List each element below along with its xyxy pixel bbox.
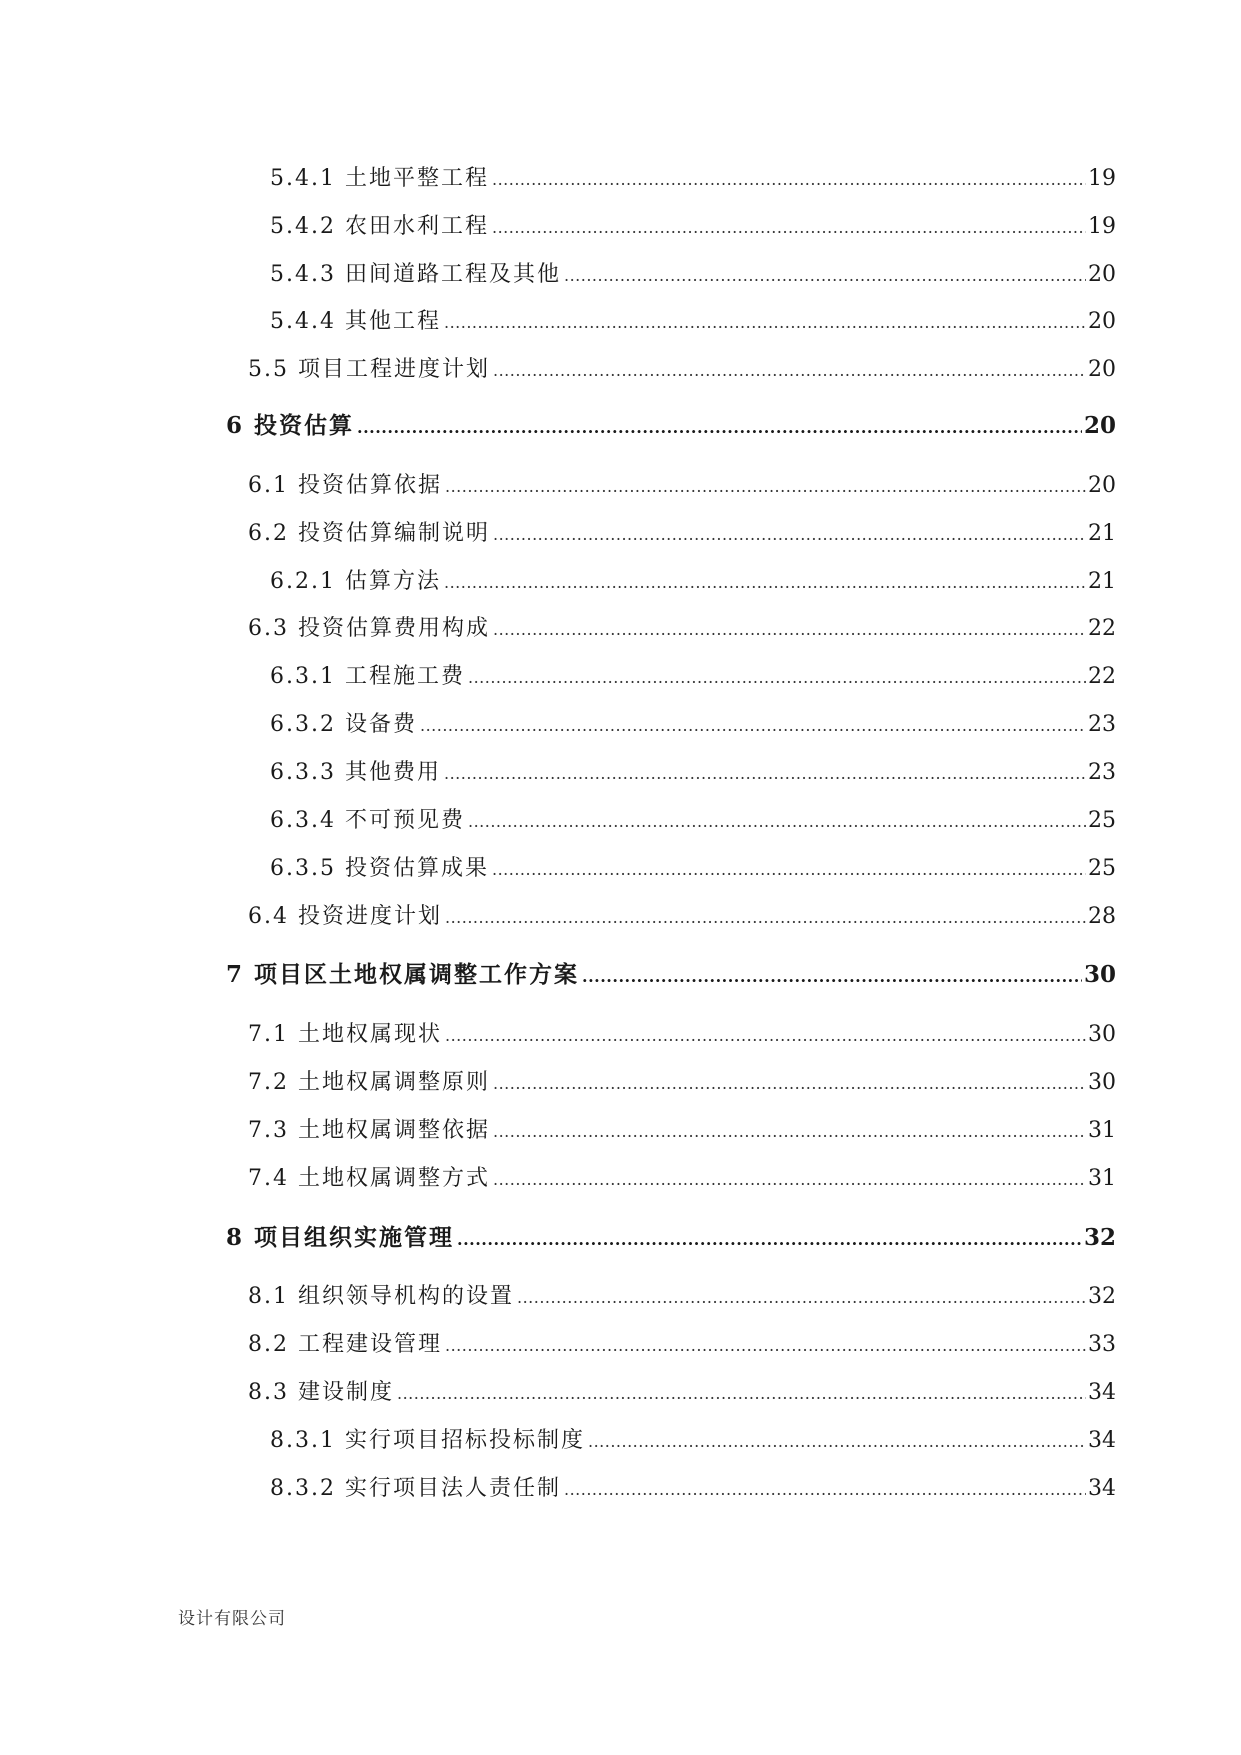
- toc-entry-title: 6.2.1 估算方法: [270, 569, 441, 594]
- toc-page-number: 19: [1088, 214, 1116, 239]
- toc-page-number: 20: [1088, 262, 1116, 287]
- toc-page-number: 23: [1088, 760, 1116, 785]
- toc-page-number: 32: [1083, 1224, 1116, 1251]
- toc-page-number: 20: [1088, 309, 1116, 334]
- toc-entry-title: 6.3.2 设备费: [270, 712, 417, 737]
- toc-dot-leader: [493, 613, 1086, 647]
- toc-entry-title: 6.3 投资估算费用构成: [248, 616, 490, 641]
- toc-page-number: 20: [1088, 357, 1116, 382]
- toc-entry-title: 6.3.4 不可预见费: [270, 808, 465, 833]
- toc-entry-title: 5.4.1 土地平整工程: [270, 166, 489, 191]
- toc-entry-title: 6.4 投资进度计划: [248, 904, 442, 929]
- toc-entry[interactable]: [248, 1066, 1116, 1100]
- toc-entry-title: 6.3.3 其他费用: [270, 760, 441, 785]
- toc-entry[interactable]: [270, 1424, 1116, 1458]
- toc-page-number: 23: [1088, 712, 1116, 737]
- toc-entry-title: 8.3 建设制度: [248, 1380, 394, 1405]
- toc-entry[interactable]: [248, 1018, 1116, 1052]
- toc-dot-leader: [357, 411, 1082, 445]
- toc-entry[interactable]: [270, 258, 1116, 292]
- toc-page-number: 32: [1088, 1284, 1116, 1309]
- toc-entry-title: 8 项目组织实施管理: [226, 1224, 455, 1251]
- toc-page-number: 28: [1088, 904, 1116, 929]
- toc-dot-leader: [444, 757, 1086, 791]
- toc-page-number: 20: [1088, 473, 1116, 498]
- toc-dot-leader: [517, 1281, 1086, 1315]
- toc-entry[interactable]: [248, 1280, 1116, 1314]
- toc-entry[interactable]: [270, 305, 1116, 339]
- toc-entry[interactable]: [248, 612, 1116, 646]
- toc-entry-title: 5.4.3 田间道路工程及其他: [270, 262, 561, 287]
- toc-entry[interactable]: [248, 353, 1116, 387]
- toc-chapter-entry[interactable]: [226, 958, 1116, 992]
- toc-entry-title: 5.5 项目工程进度计划: [248, 357, 490, 382]
- toc-page-number: 21: [1088, 569, 1116, 594]
- toc-entry-title: 7.1 土地权属现状: [248, 1022, 442, 1047]
- toc-page-number: 34: [1088, 1380, 1116, 1405]
- toc-dot-leader: [493, 354, 1086, 388]
- toc-dot-leader: [493, 1067, 1086, 1101]
- toc-page-number: 30: [1088, 1022, 1116, 1047]
- toc-chapter-entry[interactable]: [226, 1221, 1116, 1255]
- toc-dot-leader: [468, 805, 1086, 839]
- toc-entry[interactable]: [270, 162, 1116, 196]
- toc-page-number: 33: [1088, 1332, 1116, 1357]
- toc-entry-title: 6 投资估算: [226, 412, 355, 439]
- toc-entry-title: 8.3.2 实行项目法人责任制: [270, 1476, 561, 1501]
- toc-entry[interactable]: [270, 1472, 1116, 1506]
- toc-dot-leader: [444, 306, 1086, 340]
- toc-dot-leader: [457, 1223, 1082, 1257]
- toc-entry[interactable]: [248, 1114, 1116, 1148]
- toc-dot-leader: [564, 259, 1086, 293]
- toc-page-number: 25: [1088, 808, 1116, 833]
- toc-page-number: 34: [1088, 1476, 1116, 1501]
- toc-dot-leader: [493, 1163, 1086, 1197]
- toc-dot-leader: [397, 1377, 1086, 1411]
- toc-entry[interactable]: [270, 210, 1116, 244]
- toc-page-number: 30: [1088, 1070, 1116, 1095]
- toc-entry[interactable]: [248, 1376, 1116, 1410]
- toc-entry[interactable]: [270, 852, 1116, 886]
- toc-dot-leader: [445, 470, 1086, 504]
- toc-entry[interactable]: [270, 708, 1116, 742]
- toc-dot-leader: [420, 709, 1086, 743]
- toc-entry[interactable]: [248, 900, 1116, 934]
- toc-dot-leader: [588, 1425, 1086, 1459]
- toc-dot-leader: [445, 901, 1086, 935]
- toc-chapter-entry[interactable]: [226, 409, 1116, 443]
- toc-entry-title: 7 项目区土地权属调整工作方案: [226, 961, 580, 988]
- toc-page-number: 20: [1083, 412, 1116, 439]
- toc-dot-leader: [444, 566, 1086, 600]
- toc-entry-title: 8.3.1 实行项目招标投标制度: [270, 1428, 585, 1453]
- toc-entry[interactable]: [248, 1162, 1116, 1196]
- toc-entry-title: 5.4.4 其他工程: [270, 309, 441, 334]
- toc-page-number: 31: [1088, 1118, 1116, 1143]
- toc-dot-leader: [493, 518, 1086, 552]
- toc-page-number: 22: [1088, 664, 1116, 689]
- toc-page-number: 25: [1088, 856, 1116, 881]
- toc-page-number: 19: [1088, 166, 1116, 191]
- toc-entry-title: 7.2 土地权属调整原则: [248, 1070, 490, 1095]
- toc-dot-leader: [564, 1473, 1086, 1507]
- toc-dot-leader: [468, 661, 1086, 695]
- toc-dot-leader: [445, 1329, 1086, 1363]
- toc-entry[interactable]: [270, 565, 1116, 599]
- toc-entry[interactable]: [248, 1328, 1116, 1362]
- toc-page-number: 21: [1088, 521, 1116, 546]
- toc-entry-title: 8.1 组织领导机构的设置: [248, 1284, 514, 1309]
- toc-entry-title: 8.2 工程建设管理: [248, 1332, 442, 1357]
- toc-entry-title: 6.2 投资估算编制说明: [248, 521, 490, 546]
- toc-entry-title: 5.4.2 农田水利工程: [270, 214, 489, 239]
- toc-entry[interactable]: [248, 469, 1116, 503]
- toc-dot-leader: [582, 960, 1082, 994]
- toc-dot-leader: [445, 1019, 1086, 1053]
- toc-page-number: 22: [1088, 616, 1116, 641]
- toc-entry-title: 6.3.5 投资估算成果: [270, 856, 489, 881]
- toc-entry-title: 6.3.1 工程施工费: [270, 664, 465, 689]
- toc-page-number: 31: [1088, 1166, 1116, 1191]
- toc-dot-leader: [492, 853, 1086, 887]
- toc-entry-title: 6.1 投资估算依据: [248, 473, 442, 498]
- toc-page-number: 30: [1083, 961, 1116, 988]
- toc-entry[interactable]: [248, 517, 1116, 551]
- toc-entry[interactable]: [270, 660, 1116, 694]
- toc-page-number: 34: [1088, 1428, 1116, 1453]
- toc-entry-title: 7.3 土地权属调整依据: [248, 1118, 490, 1143]
- toc-dot-leader: [493, 1115, 1086, 1149]
- toc-dot-leader: [492, 211, 1086, 245]
- footer-company-name: 设计有限公司: [178, 1609, 286, 1629]
- toc-dot-leader: [492, 163, 1086, 197]
- toc-entry[interactable]: [270, 756, 1116, 790]
- toc-entry[interactable]: [270, 804, 1116, 838]
- toc-entry-title: 7.4 土地权属调整方式: [248, 1166, 490, 1191]
